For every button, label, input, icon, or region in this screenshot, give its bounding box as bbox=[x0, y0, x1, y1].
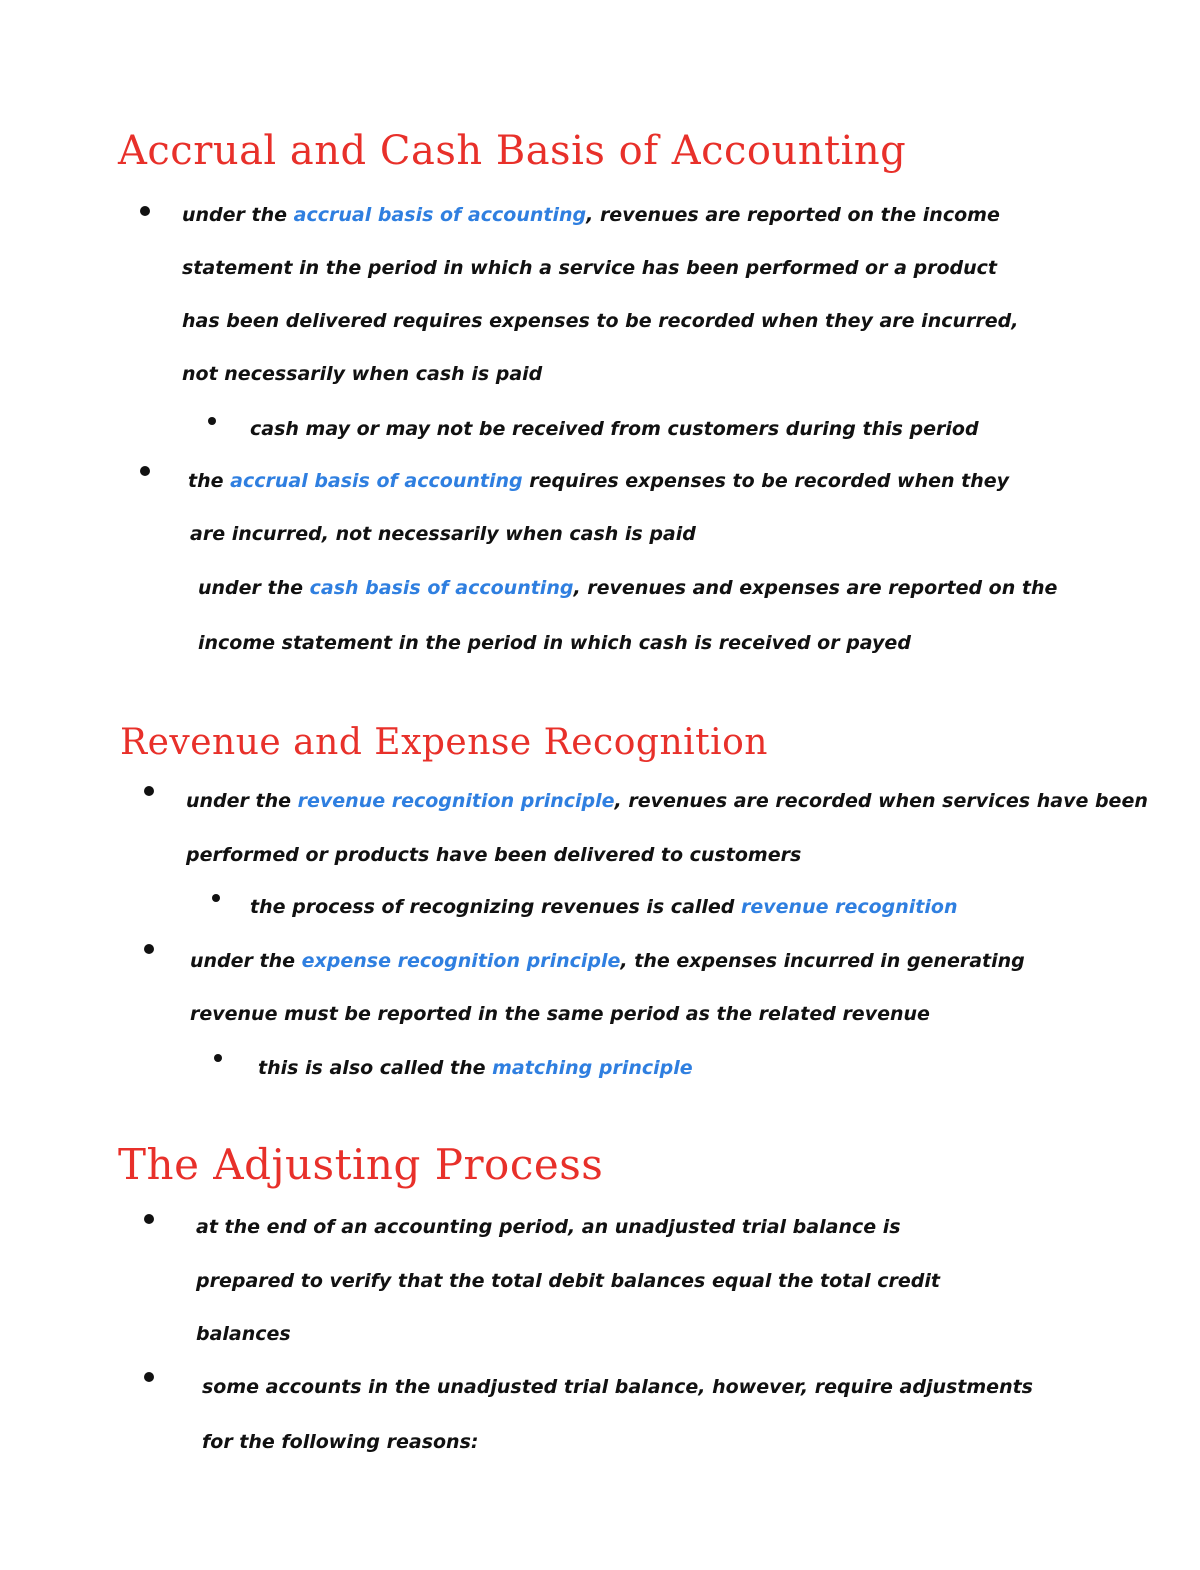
note-subline: this is also called the matching principle bbox=[258, 1057, 693, 1079]
sub-bullet-dot bbox=[214, 1054, 222, 1062]
note-line: the accrual basis of accounting requires expenses to be recorded when they bbox=[188, 470, 1010, 492]
key-term: matching principle bbox=[492, 1057, 693, 1079]
note-line: under the expense recognition principle, the expenses incurred in generating bbox=[190, 950, 1025, 972]
section-heading-adjusting-process: The Adjusting Process bbox=[118, 1140, 604, 1189]
key-term: revenue recognition bbox=[741, 896, 958, 918]
note-line: not necessarily when cash is paid bbox=[182, 363, 543, 385]
section-heading-revenue-expense: Revenue and Expense Recognition bbox=[120, 722, 768, 763]
note-line: statement in the period in which a service has been performed or a product bbox=[182, 257, 998, 279]
bullet-dot bbox=[144, 1372, 154, 1382]
note-line: prepared to verify that the total debit balances equal the total credit bbox=[196, 1270, 940, 1292]
note-line: under the accrual basis of accounting, revenues are reported on the income bbox=[182, 204, 1000, 226]
key-term: cash basis of accounting bbox=[309, 577, 574, 599]
section-heading-accrual-cash: Accrual and Cash Basis of Accounting bbox=[118, 128, 907, 174]
note-line: has been delivered requires expenses to be recorded when they are incurred, bbox=[182, 310, 1019, 332]
sub-bullet-dot bbox=[208, 417, 216, 425]
note-line: under the revenue recognition principle, revenues are recorded when services have been bbox=[186, 790, 1148, 812]
key-term: expense recognition principle bbox=[301, 950, 621, 972]
key-term: accrual basis of accounting bbox=[230, 470, 523, 492]
key-term: accrual basis of accounting bbox=[293, 204, 587, 226]
note-line: income statement in the period in which cash is received or payed bbox=[198, 632, 911, 654]
key-term: revenue recognition principle bbox=[297, 790, 615, 812]
bullet-dot bbox=[144, 1214, 154, 1224]
bullet-dot bbox=[140, 206, 150, 216]
bullet-dot bbox=[140, 466, 150, 476]
note-subline: cash may or may not be received from customers during this period bbox=[250, 418, 979, 440]
note-line: some accounts in the unadjusted trial balance, however, require adjustments bbox=[202, 1376, 1033, 1398]
note-line: under the cash basis of accounting, revenues and expenses are reported on the bbox=[198, 577, 1058, 599]
note-line: at the end of an accounting period, an unadjusted trial balance is bbox=[196, 1216, 901, 1238]
note-line: are incurred, not necessarily when cash is paid bbox=[190, 523, 696, 545]
sub-bullet-dot bbox=[212, 894, 220, 902]
bullet-dot bbox=[144, 944, 154, 954]
note-line: revenue must be reported in the same period as the related revenue bbox=[190, 1003, 930, 1025]
note-line: for the following reasons: bbox=[202, 1431, 479, 1453]
note-subline: the process of recognizing revenues is called revenue recognition bbox=[250, 896, 958, 918]
bullet-dot bbox=[144, 786, 154, 796]
note-line: balances bbox=[196, 1323, 291, 1345]
note-line: performed or products have been delivered to customers bbox=[186, 844, 802, 866]
